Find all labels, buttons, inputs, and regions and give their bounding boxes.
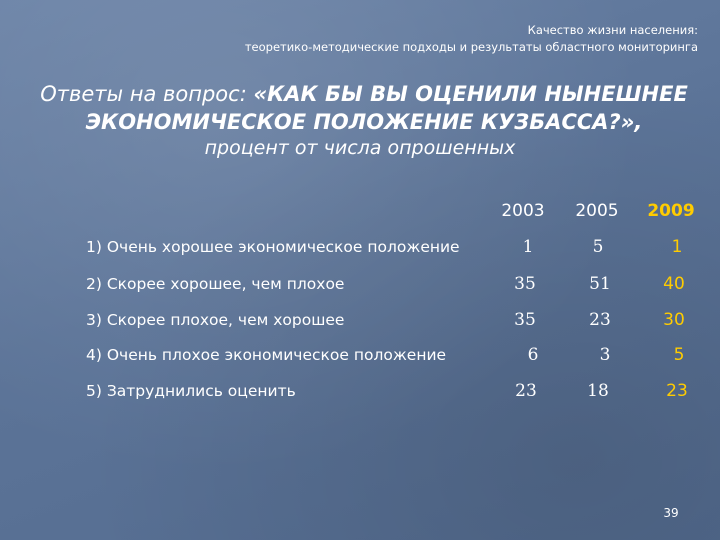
slide-title: [24, 80, 704, 136]
title-question-line-2: ЭКОНОМИЧЕСКОЕ ПОЛОЖЕНИЕ КУЗБАССА?»,: [85, 110, 643, 134]
row-label-4: 4) Очень плохое экономическое положение: [86, 346, 447, 364]
row-label-3: 3) Скорее плохое, чем хорошее: [86, 311, 345, 329]
cell-r5-2009: 23: [666, 381, 688, 401]
slide-subtitle: процент от числа опрошенных: [204, 137, 516, 159]
cell-r3-2003: 35: [514, 310, 536, 330]
cell-r4-2003: 6: [527, 345, 539, 365]
cell-r1-2005: 5: [592, 237, 604, 257]
row-label-2: 2) Скорее хорошее, чем плохое: [86, 275, 345, 293]
column-header-2009: 2009: [647, 201, 695, 221]
row-label-1: 1) Очень хорошее экономическое положение: [86, 238, 460, 256]
cell-r1-2003: 1: [522, 237, 534, 257]
cell-r5-2005: 18: [587, 381, 609, 401]
header-line-1: Качество жизни населения:: [527, 23, 698, 37]
row-label-5: 5) Затруднились оценить: [86, 382, 296, 400]
title-question-line-1: «КАК БЫ ВЫ ОЦЕНИЛИ НЫНЕШНЕЕ: [253, 82, 688, 106]
column-header-2005: 2005: [575, 201, 619, 221]
cell-r2-2003: 35: [514, 274, 536, 294]
title-prefix: Ответы на вопрос:: [40, 82, 254, 106]
header-line-2: теоретико-методические подходы и результаты областного мониторинга: [244, 40, 698, 54]
cell-r3-2009: 30: [663, 310, 685, 330]
slide-header: [138, 22, 698, 56]
column-header-2003: 2003: [501, 201, 545, 221]
cell-r5-2003: 23: [515, 381, 537, 401]
cell-r1-2009: 1: [671, 237, 683, 257]
cell-r3-2005: 23: [589, 310, 611, 330]
cell-r2-2009: 40: [663, 274, 685, 294]
cell-r2-2005: 51: [589, 274, 611, 294]
page-number: 39: [663, 506, 679, 520]
cell-r4-2009: 5: [673, 345, 685, 365]
cell-r4-2005: 3: [599, 345, 611, 365]
